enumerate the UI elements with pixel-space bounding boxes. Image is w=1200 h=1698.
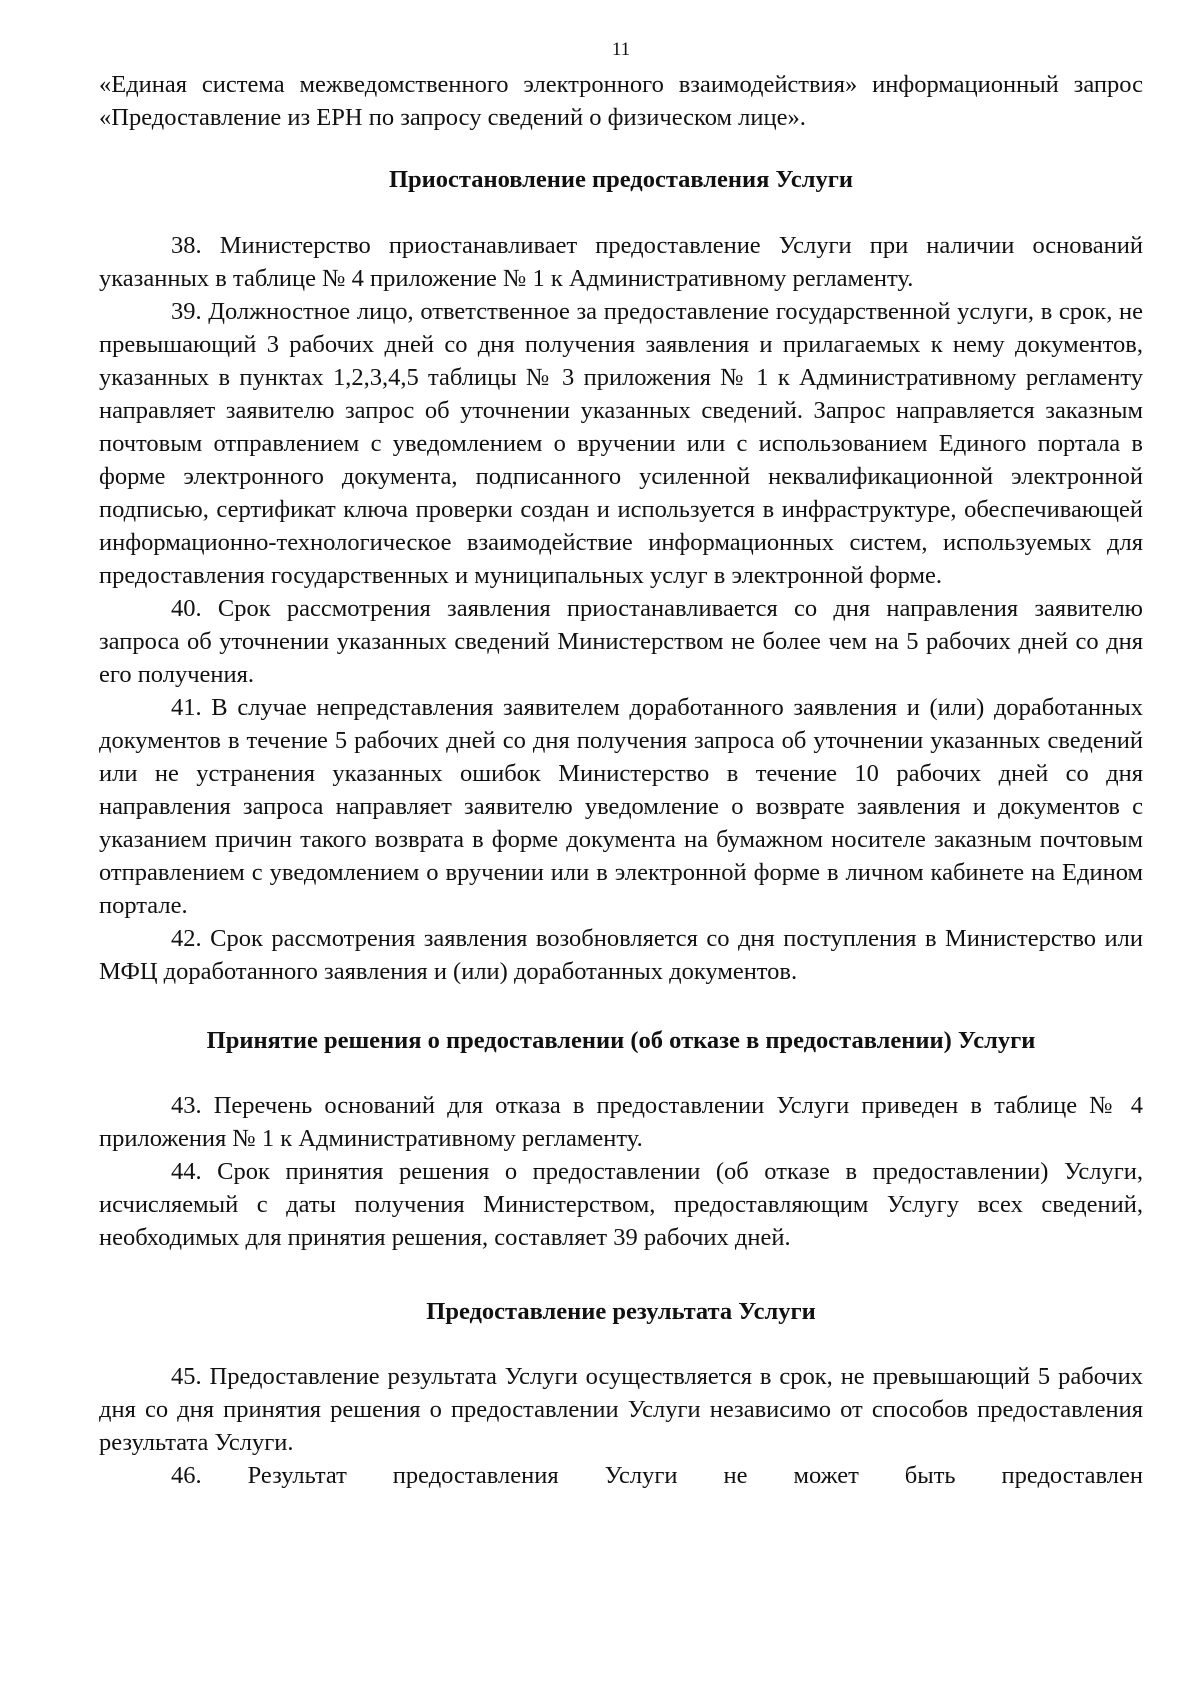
section-heading-suspension: Приостановление предоставления Услуги xyxy=(388,166,853,193)
paragraph-45: 45. Предоставление результата Услуги осуществляется в срок, не превышающий 5 рабочих дня со дня принятия решения о предоставлении Услуги независимо от способов предоставления результата Услуги. xyxy=(99,1363,1143,1456)
paragraph-41: 41. В случае непредставления заявителем доработанного заявления и (или) доработанных документов в течение 5 рабочих дней со дня получения запроса об уточнении указанных сведений или не устранения указанных ошибок Министерство в течение 10 рабочих дней со дня направления запроса направляет заявителю уведомление о возврате заявления и документов с указанием причин такого возврата в форме документа на бумажном носителе заказным почтовым отправлением с уведомлением о вручении или в электронной форме в личном кабинете на Едином портале. xyxy=(99,694,1143,919)
section-heading-result: Предоставление результата Услуги xyxy=(426,1298,816,1325)
paragraph-39: 39. Должностное лицо, ответственное за предоставление государственной услуги, в срок, не превышающий 3 рабочих дней со дня получения заявления и прилагаемых к нему документов, указанных в пунктах 1,2,3,4,5 таблицы № 3 приложения № 1 к Административному регламенту направляет заявителю запрос об уточнении указанных сведений. Запрос направляется заказным почтовым отправлением с уведомлением о вручении или с использованием Единого портала в форме электронного документа, подписанного усиленной неквалификационной электронной подписью, сертификат ключа проверки создан и используется в инфраструктуре, обеспечивающей информационно-технологическое взаимодействие информационных систем, используемых для предоставления государственных и муниципальных услуг в электронной форме. xyxy=(99,298,1143,589)
paragraph-42: 42. Срок рассмотрения заявления возобновляется со дня поступления в Министерство или МФЦ доработанного заявления и (или) доработанных документов. xyxy=(99,925,1143,985)
paragraph-38: 38. Министерство приостанавливает предоставление Услуги при наличии оснований указанных в таблице № 4 приложение № 1 к Административному регламенту. xyxy=(99,232,1143,292)
section-heading-decision: Принятие решения о предоставлении (об отказе в предоставлении) Услуги xyxy=(206,1027,1036,1054)
paragraph-46: 46. Результат предоставления Услуги не может быть предоставлен xyxy=(171,1462,1143,1489)
intro-paragraph: «Единая система межведомственного электронного взаимодействия» информационный запрос «Предоставление из ЕРН по запросу сведений о физическом лице». xyxy=(99,71,1143,131)
paragraph-44: 44. Срок принятия решения о предоставлении (об отказе в предоставлении) Услуги, исчисляемый с даты получения Министерством, предоставляющим Услугу всех сведений, необходимых для принятия решения, составляет 39 рабочих дней. xyxy=(99,1158,1143,1251)
paragraph-43: 43. Перечень оснований для отказа в предоставлении Услуги приведен в таблице № 4 приложения № 1 к Административному регламенту. xyxy=(99,1092,1143,1152)
paragraph-40: 40. Срок рассмотрения заявления приостанавливается со дня направления заявителю запроса об уточнении указанных сведений Министерством не более чем на 5 рабочих дней со дня его получения. xyxy=(99,595,1143,688)
document-page xyxy=(99,40,1143,1492)
page-number: 11 xyxy=(611,39,631,60)
